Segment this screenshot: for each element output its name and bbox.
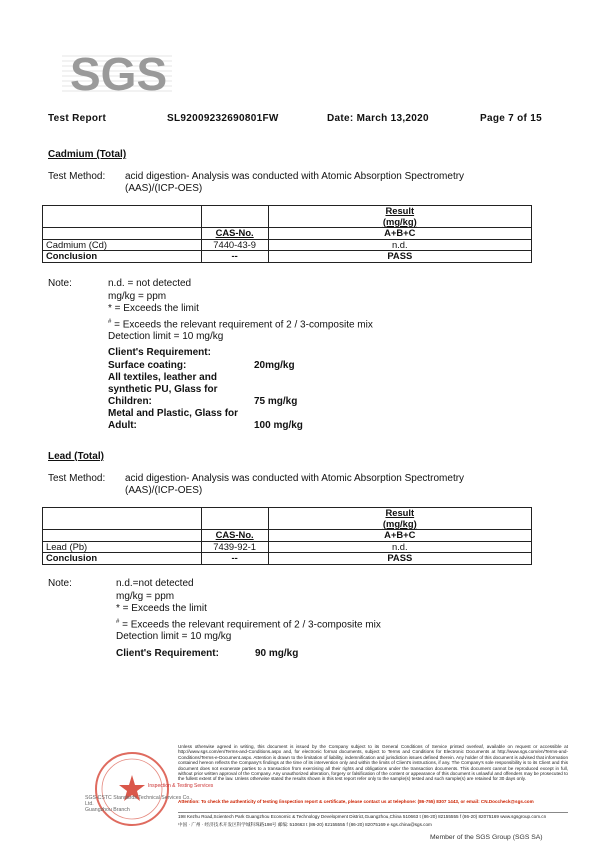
cas-header: CAS-No. (201, 228, 268, 240)
requirement-value: 100 mg/kg (254, 419, 303, 431)
authenticity-notice: Attention: To check the authenticity of testing /inspection report & certificate, please contact us at telephone: (86-755) 8307 1443, or email: CN.Doccheck@sgs.com (178, 799, 534, 804)
table-corner (43, 508, 202, 530)
note-item: # = Exceeds the relevant requirement of 2 / 3-composite mix (108, 318, 373, 330)
report-date: Date: March 13,2020 (327, 113, 429, 124)
stamp-label: Inspection & Testing Services (148, 783, 214, 789)
table-row (43, 553, 532, 565)
results-table-lead (42, 507, 532, 565)
requirement-value: 90 mg/kg (255, 648, 299, 659)
note-item: Detection limit = 10 mg/kg (116, 631, 232, 643)
unit-header: (mg/kg) (268, 217, 531, 228)
note-item: Detection limit = 10 mg/kg (108, 331, 224, 343)
note-text: = Exceeds the relevant requirement of 2 / 3-composite mix (119, 618, 381, 630)
conclusion-result: PASS (268, 251, 531, 263)
stamp-caption: SGS-CSTC Standards Technical Services Co., Ltd. Guangzhou Branch (85, 795, 193, 813)
address-english: 198 Kezhu Road,Scientech Park Guangzhou Economic & Technology Development District,Guangzhou,China 510663 t (86-20) 82155555 f (86-20) 82075169 www.sgsgroup.com.cn (178, 814, 547, 819)
section-title-cadmium: Cadmium (Total) (48, 149, 127, 160)
table-row (43, 251, 532, 263)
conclusion-result: PASS (268, 553, 531, 565)
section-title-lead: Lead (Total) (48, 451, 104, 462)
notes-list (116, 578, 381, 644)
sample-header: A+B+C (268, 530, 531, 542)
requirement-value: 75 mg/kg (254, 395, 298, 407)
member-line: Member of the SGS Group (SGS SA) (430, 834, 543, 841)
analyte-name: Cadmium (Cd) (43, 239, 202, 251)
sgs-logo (62, 42, 172, 100)
test-method-line1: acid digestion- Analysis was conducted with Atomic Absorption Spectrometry (125, 473, 465, 484)
table-corner (43, 206, 202, 228)
cas-number: 7439-92-1 (201, 541, 268, 553)
result-value: n.d. (268, 541, 531, 553)
requirement-table (108, 360, 303, 432)
note-item: mg/kg = ppm (108, 290, 167, 302)
table-row (43, 239, 532, 251)
cas-number: 7440-43-9 (201, 239, 268, 251)
result-value: n.d. (268, 239, 531, 251)
test-method-line1: acid digestion- Analysis was conducted with Atomic Absorption Spectrometry (125, 171, 465, 182)
note-item: mg/kg = ppm (116, 590, 175, 602)
requirement-title: Client's Requirement: (116, 648, 219, 659)
notes-list (108, 278, 373, 344)
requirement-value: 20mg/kg (254, 359, 295, 371)
requirement-title: Client's Requirement: (108, 347, 211, 358)
note-item: # = Exceeds the relevant requirement of 2 / 3-composite mix (116, 618, 381, 630)
report-label: Test Report (48, 113, 107, 124)
cas-header: CAS-No. (201, 530, 268, 542)
note-item: n.d.=not detected (116, 578, 194, 589)
analyte-name: Lead (Pb) (43, 541, 202, 553)
note-label: Note: (48, 278, 72, 289)
test-method-label: Test Method: (48, 171, 106, 182)
note-item: * = Exceeds the limit (116, 603, 207, 614)
note-item: * = Exceeds the limit (108, 303, 199, 314)
address-chinese: 中国 · 广州 · 经济技术开发区科学城科珠路198号 邮编: 510663 t (86-20) 82155555 f (86-20) 82075169 e sgs.china@sgs.com (178, 822, 432, 827)
conclusion-label: Conclusion (43, 553, 202, 565)
client-requirement-block (108, 347, 303, 432)
unit-header: (mg/kg) (268, 519, 531, 530)
requirement-row (108, 360, 303, 372)
sample-header: A+B+C (268, 228, 531, 240)
report-number: SL92009232690801FW (167, 113, 279, 124)
disclaimer-text: Unless otherwise agreed in writing, this document is issued by the Company subject to its General Conditions of Service printed overleaf, available on request or accessible at http://www.sgs.com/en/Terms-and-Conditions.aspx and, for electronic format documents, subject to Terms and Conditions for Electronic Documents at http://www.sgs.com/en/Terms-and-Conditions/Terms-e-Document.aspx. Attention is drawn to the limitation of liability, indemnification and jurisdiction issues defined therein. Any holder of this document is advised that information contained hereon reflects the Company's findings at the time of its intervention only and within the limits of Client's instructions, if any. The Company's sole responsibility is to its Client and this document does not exonerate parties to a transaction from exercising all their rights and obligations under the transaction documents. This document cannot be reproduced except in full, without prior written approval of the Company. Any unauthorized alteration, forgery or falsification of the content or appearance of this document is unlawful and offenders may be prosecuted to the fullest extent of the law. Unless otherwise stated the results shown in this test report refer only to the sample(s) tested and such sample(s) are retained for 30 days only. (178, 744, 568, 782)
test-method-line2: (AAS)/(ICP-OES) (125, 183, 203, 194)
test-method-label: Test Method: (48, 473, 106, 484)
table-row (43, 541, 532, 553)
test-method-line2: (AAS)/(ICP-OES) (125, 485, 203, 496)
note-label: Note: (48, 578, 72, 589)
results-table-cadmium (42, 205, 532, 263)
conclusion-cas: -- (201, 553, 268, 565)
logo-text: SGS (70, 48, 168, 100)
requirement-row (108, 408, 303, 432)
footer-divider (178, 812, 568, 813)
requirement-label: Metal and Plastic, Glass for Adult: (108, 407, 239, 431)
conclusion-cas: -- (201, 251, 268, 263)
requirement-label: All textiles, leather and synthetic PU, Glass for Children: (108, 371, 218, 407)
page-number: Page 7 of 15 (480, 113, 542, 124)
conclusion-label: Conclusion (43, 251, 202, 263)
note-item: n.d. = not detected (108, 278, 192, 289)
note-text: = Exceeds the relevant requirement of 2 / 3-composite mix (111, 318, 373, 330)
requirement-row (108, 372, 303, 408)
result-header: Result (268, 206, 531, 217)
result-header: Result (268, 508, 531, 519)
sgs-logo-graphic (62, 42, 172, 102)
requirement-label: Surface coating: (108, 359, 187, 371)
